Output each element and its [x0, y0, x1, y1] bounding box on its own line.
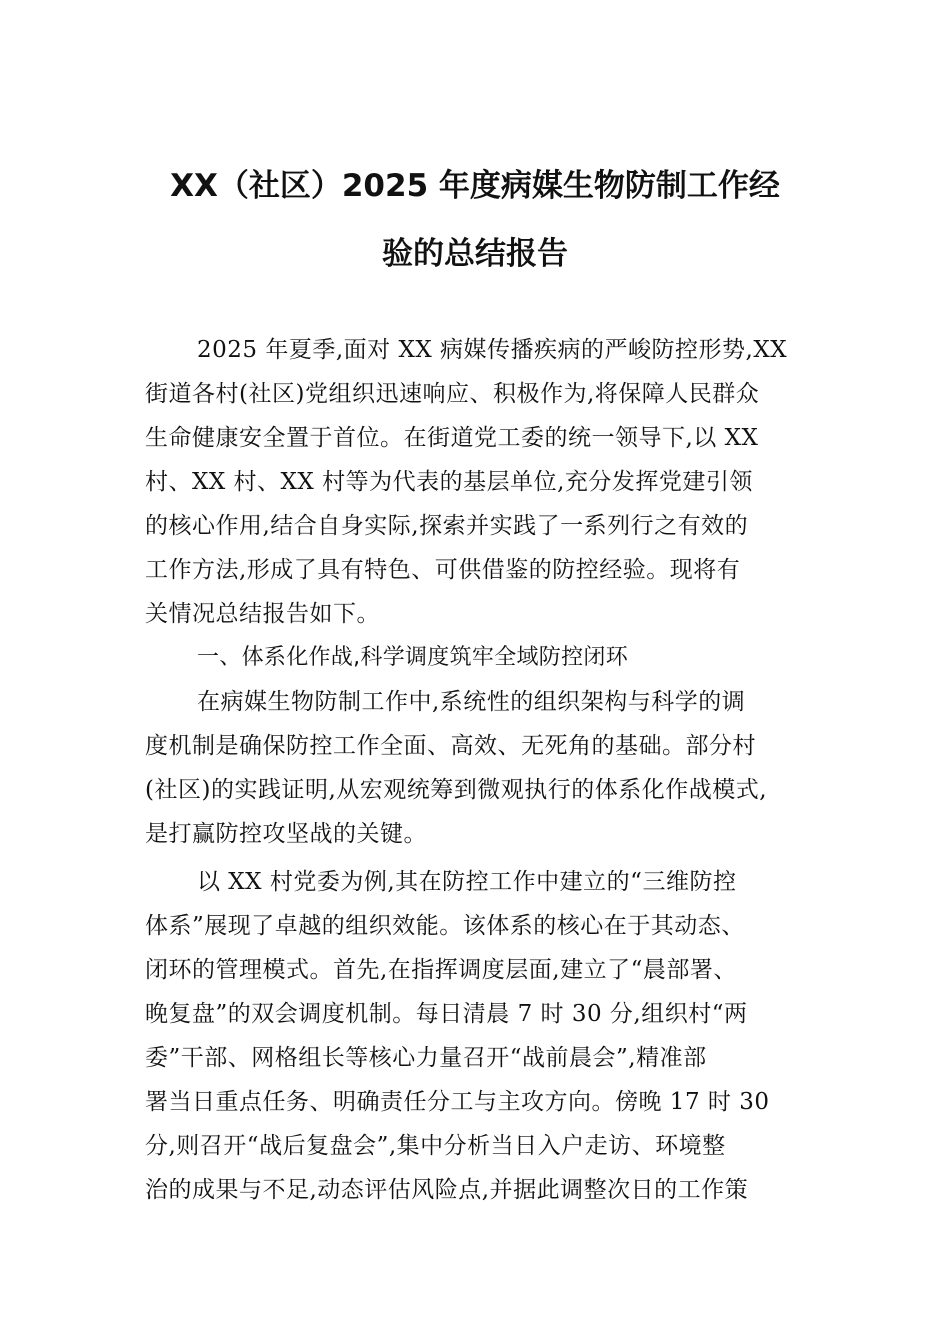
paragraph-line: 度机制是确保防控工作全面、高效、无死角的基础。部分村: [145, 733, 756, 759]
paragraph-line: 闭环的管理模式。首先,在指挥调度层面,建立了“晨部署、: [145, 957, 737, 983]
paragraph-line: 治的成果与不足,动态评估风险点,并据此调整次日的工作策: [145, 1177, 749, 1203]
paragraph-line: 生命健康安全置于首位。在街道党工委的统一领导下,以 XX: [145, 425, 759, 451]
paragraph-line: 在病媒生物防制工作中,系统性的组织架构与科学的调: [197, 689, 746, 715]
paragraph-line: 2025 年夏季,面对 XX 病媒传播疾病的严峻防控形势,XX: [197, 337, 788, 363]
section-heading: 一、体系化作战,科学调度筑牢全域防控闭环: [197, 645, 628, 670]
paragraph-line: 工作方法,形成了具有特色、可供借鉴的防控经验。现将有: [145, 557, 741, 583]
paragraph-line: 是打赢防控攻坚战的关键。: [145, 821, 427, 847]
paragraph-line: 街道各村(社区)党组织迅速响应、积极作为,将保障人民群众: [145, 381, 760, 407]
paragraph-line: 村、XX 村、XX 村等为代表的基层单位,充分发挥党建引领: [145, 469, 753, 495]
paragraph-line: 委”干部、网格组长等核心力量召开“战前晨会”,精准部: [145, 1045, 707, 1071]
document-title-line-2: 验的总结报告: [382, 236, 568, 272]
paragraph-line: 晚复盘”的双会调度机制。每日清晨 7 时 30 分,组织村“两: [145, 1001, 748, 1027]
paragraph-line: 体系”展现了卓越的组织效能。该体系的核心在于其动态、: [145, 913, 745, 939]
paragraph-line: 分,则召开“战后复盘会”,集中分析当日入户走访、环境整: [145, 1133, 726, 1159]
paragraph-line: 以 XX 村党委为例,其在防控工作中建立的“三维防控: [197, 869, 737, 895]
document-title-line-1: XX（社区）2025 年度病媒生物防制工作经: [170, 168, 780, 204]
paragraph-line: 署当日重点任务、明确责任分工与主攻方向。傍晚 17 时 30: [145, 1089, 770, 1115]
paragraph-line: (社区)的实践证明,从宏观统筹到微观执行的体系化作战模式,: [145, 777, 768, 803]
paragraph-line: 的核心作用,结合自身实际,探索并实践了一系列行之有效的: [145, 513, 749, 539]
paragraph-line: 关情况总结报告如下。: [145, 601, 380, 627]
